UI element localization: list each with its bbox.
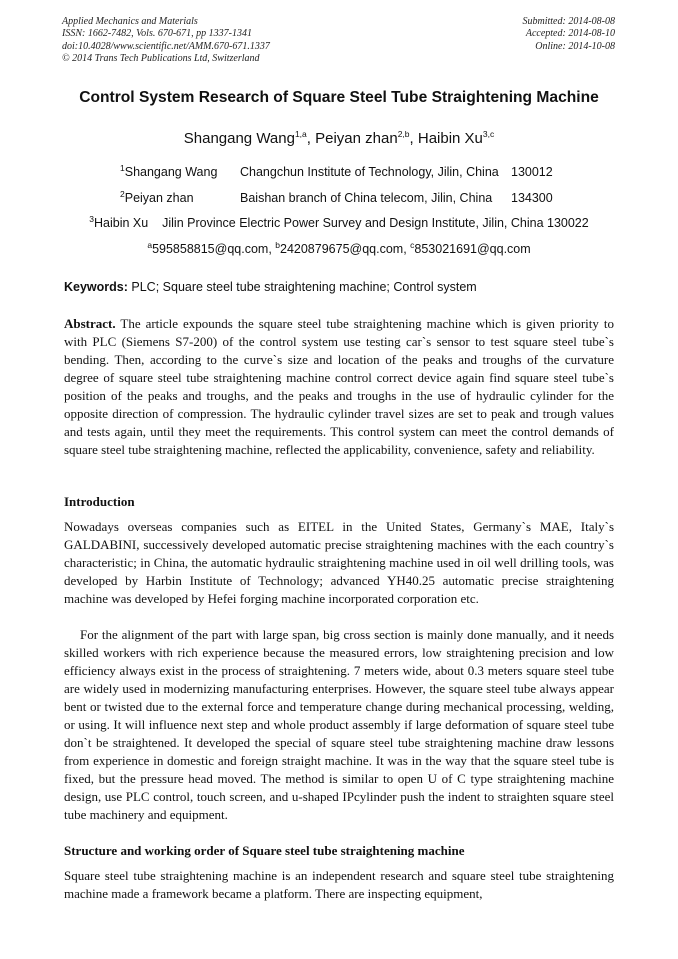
- journal-name: Applied Mechanics and Materials: [62, 16, 198, 27]
- email-sup: c: [410, 239, 415, 250]
- affiliation-sup: 3: [89, 213, 94, 224]
- author-sep: ,: [306, 130, 316, 147]
- section-heading: Introduction: [64, 494, 135, 509]
- email-sup: b: [275, 239, 280, 250]
- journal-copyright: © 2014 Trans Tech Publications Ltd, Switzerland: [62, 53, 260, 65]
- author-sep: ,: [409, 130, 418, 147]
- author-sup: 2,b: [397, 129, 410, 139]
- abstract-label: Abstract.: [64, 316, 116, 331]
- submitted-date: Submitted: 2014-08-08: [522, 16, 615, 27]
- section-heading: Structure and working order of Square steel tube straightening machine: [64, 843, 465, 858]
- affiliation-institution: Jilin Province Electric Power Survey and Design Institute, Jilin, China 130022: [162, 216, 589, 230]
- affiliation-sup: 1: [120, 162, 125, 173]
- dates-header: [523, 16, 616, 53]
- email-sep: ,: [268, 242, 276, 256]
- affiliation-sup: 2: [120, 188, 125, 199]
- affiliation-author: [120, 188, 194, 205]
- affiliation-author-name: Peiyan zhan: [124, 191, 194, 205]
- keywords-text: PLC; Square steel tube straightening machine; Control system: [131, 280, 477, 294]
- journal-issn: ISSN: 1662-7482, Vols. 670-671, pp 1337-1341: [62, 28, 252, 40]
- email-sep: ,: [403, 242, 411, 256]
- author-name: Shangang Wang: [183, 130, 295, 147]
- paragraph: Nowadays overseas companies such as EITEL in the United States, Germany`s MAE, Italy`s GALDABINI, successively developed automatic precise straightening machines with the each country`s characteristic; in China, the automatic hydraulic straightening machine used in oil well drilling tools, was developed by Harbin Institute of Technology; advanced YH40.25 automatic precise straightening machine was developed by Hefei forging machine incorporated corporation etc.: [64, 519, 614, 607]
- affiliation-row: [0, 213, 678, 230]
- affiliation-institution: Changchun Institute of Technology, Jilin, China: [240, 165, 499, 179]
- email-link[interactable]: 853021691@qq.com: [414, 242, 531, 256]
- keywords-label: Keywords:: [64, 280, 128, 294]
- keywords: [64, 280, 477, 294]
- affiliation-institution: Baishan branch of China telecom, Jilin, China: [240, 191, 493, 205]
- journal-header: [62, 16, 270, 66]
- paragraph: Square steel tube straightening machine is an independent research and square steel tube straightening machine made a framework became a platform. There are inspecting equipment,: [64, 868, 614, 902]
- paper-title: Control System Research of Square Steel Tube Straightening Machine: [79, 89, 599, 106]
- online-date: Online: 2014-10-08: [535, 40, 615, 52]
- affiliation-zip: 134300: [511, 191, 553, 205]
- author-list: [0, 130, 678, 147]
- accepted-date: Accepted: 2014-08-10: [525, 28, 615, 40]
- affiliation-zip: 130012: [511, 165, 553, 179]
- abstract: [64, 315, 614, 459]
- journal-doi: doi:10.4028/www.scientific.net/AMM.670-671.1337: [62, 40, 270, 52]
- author-sup: 1,a: [294, 129, 307, 139]
- abstract-text: The article expounds the square steel tube straightening machine which is given priority to with PLC (Siemens S7-200) of the control system use testing car`s sensor to test square steel tube`s bending. Then, according to the curve`s size and location of the peaks and troughs of the curvature degree of square steel tube straightening machine control correct device again find square steel tube`s position of the peaks and troughs, and the peaks and troughs in the use of hydraulic cylinder for the opposite direction of compression. The hydraulic cylinder travel sizes are set to peak and trough values and tests again, until they meet the requirements. This control system can meet the control demands of square steel tube straightening machine, reflected the applicability, convenience, safety and reliability.: [64, 316, 614, 458]
- affiliation-author: [120, 162, 218, 179]
- affiliation-author-name: Haibin Xu: [94, 216, 149, 230]
- email-link[interactable]: 2420879675@qq.com: [280, 242, 404, 256]
- affiliation-author-name: Shangang Wang: [124, 165, 218, 179]
- email-sup: a: [147, 239, 153, 250]
- email-link[interactable]: 595858815@qq.com: [152, 242, 269, 256]
- author-name: Haibin Xu: [417, 130, 483, 147]
- author-sup: 3,c: [482, 129, 495, 139]
- email-list: [0, 239, 678, 256]
- author-name: Peiyan zhan: [315, 130, 398, 147]
- paragraph: For the alignment of the part with large span, big cross section is mainly done manually, and it needs skilled workers with rich experience because the measured errors, low straightening precision and low efficiency always exist in the process of straightening. 7 meters wide, about 0.3 meters square steel tube are widely used in modernizing manufacturing enterprises. However, the square steel tube always appear bent or twisted due to the external force and temperature change during mechanical processing, welding, or using. It will influence next step and whole product assembly if large deformation of square steel tube don`t be straightened. It developed the special of square steel tube straightening machine draw lessons from experience in domestic and foreign straight machine. It was in the way that the square steel tube is fixed, but the pressure head moved. The method is similar to open U of C type straightening machine design, use PLC control, touch screen, and u-shaped IPcylinder push the indent to straighten square steel tube machinery and equipment.: [64, 627, 614, 823]
